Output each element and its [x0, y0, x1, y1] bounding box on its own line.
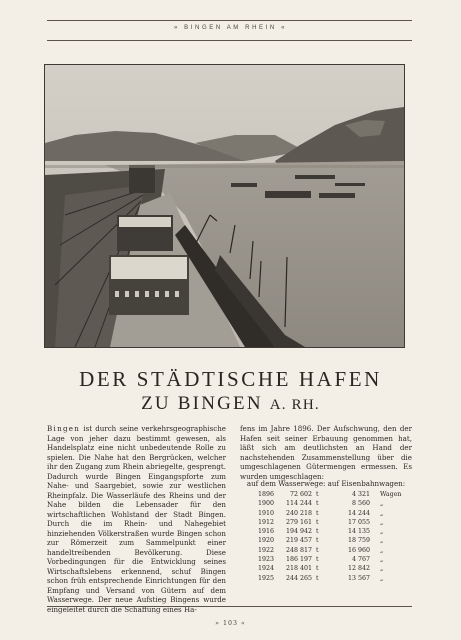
harbor-photograph: [44, 64, 405, 348]
row-rail-wagons: 16 960: [347, 546, 370, 554]
row-rail-wagons: 4 321: [351, 491, 370, 498]
row-year: 1922: [258, 546, 275, 554]
row-year: 1916: [258, 528, 275, 536]
row-year: 1925: [258, 574, 275, 582]
table-row: [240, 500, 412, 509]
row-rail-unit: „: [380, 546, 384, 554]
title-line-2-main: ZU BINGEN: [141, 393, 263, 414]
row-water-unit: t: [316, 546, 319, 554]
table-row: [240, 537, 412, 546]
table-row: [240, 510, 412, 519]
row-rail-wagons: 8 560: [351, 500, 370, 508]
title-line-2-suffix: A. RH.: [269, 397, 320, 413]
row-water-unit: t: [316, 528, 319, 536]
table-row: [240, 491, 412, 500]
row-rail-wagons: 4 767: [351, 556, 370, 564]
row-year: 1900: [258, 500, 275, 508]
table-row: [240, 556, 412, 565]
row-water-unit: t: [316, 509, 319, 517]
row-water-tonnage: 114 244: [285, 500, 312, 508]
row-year: 1920: [258, 537, 275, 545]
row-rail-wagons: 18 759: [347, 537, 370, 545]
footer-rule: [47, 606, 412, 607]
row-rail-unit: „: [380, 528, 384, 536]
row-rail-unit: Wagen: [380, 491, 402, 498]
table-row: [240, 547, 412, 556]
row-rail-wagons: 14 135: [347, 528, 370, 536]
table-row: [240, 528, 412, 537]
table-row: [240, 519, 412, 528]
row-water-tonnage: 218 401: [285, 565, 312, 573]
row-year: 1896: [258, 491, 275, 498]
row-rail-unit: „: [380, 565, 384, 573]
right-paragraph: fens im Jahre 1896. Der Aufschwung, den der Hafen seit seiner Erbauung genommen hat, läßt sich am deutlichsten an Hand der nachstehenden Zusammenstellung über die umgeschlagenen Gütermengen ermessen. Es wurden umgeschlagen:: [240, 424, 412, 481]
header-rule-bottom: [47, 40, 412, 41]
harbor-photo-illustration: [45, 65, 404, 347]
row-water-tonnage: 240 218: [285, 509, 312, 517]
row-year: 1912: [258, 518, 275, 526]
row-rail-unit: „: [380, 574, 384, 582]
header-rule-top: [47, 20, 412, 21]
row-water-unit: t: [316, 500, 319, 508]
row-water-tonnage: 194 942: [285, 528, 312, 536]
row-water-tonnage: 244 265: [285, 574, 312, 582]
row-water-unit: t: [316, 491, 319, 498]
row-water-tonnage: 72 602: [289, 491, 312, 498]
article-title-line-2: [0, 393, 461, 415]
row-water-unit: t: [316, 565, 319, 573]
article-title-line-1: DER STÄDTISCHE HAFEN: [79, 367, 382, 391]
row-water-unit: t: [316, 556, 319, 564]
row-rail-unit: „: [380, 556, 384, 564]
row-water-tonnage: 186 197: [285, 556, 312, 564]
row-rail-wagons: 17 055: [347, 518, 370, 526]
body-column-right: [240, 424, 412, 481]
row-rail-wagons: 14 244: [347, 509, 370, 517]
turnover-table: [240, 479, 412, 584]
row-rail-unit: „: [380, 509, 384, 517]
table-row: [240, 575, 412, 584]
row-year: 1910: [258, 509, 275, 517]
row-water-tonnage: 279 161: [285, 518, 312, 526]
body-column-left: [47, 424, 226, 614]
row-water-tonnage: 219 457: [285, 537, 312, 545]
row-water-unit: t: [316, 518, 319, 526]
table-row: [240, 565, 412, 574]
row-year: 1923: [258, 556, 275, 564]
row-rail-wagons: 12 842: [347, 565, 370, 573]
row-water-unit: t: [316, 537, 319, 545]
table-header: auf dem Wasserwege: auf Eisenbahnwagen:: [246, 479, 406, 488]
row-rail-wagons: 13 567: [347, 574, 370, 582]
page-number: » 103 «: [215, 620, 246, 627]
lead-word: Bingen: [47, 424, 81, 433]
row-water-tonnage: 248 817: [285, 546, 312, 554]
row-rail-unit: „: [380, 518, 384, 526]
left-paragraph: ist durch seine verkehrsgeographische Lage von jeher dazu bestimmt gewesen, als Handelsplatz eine nicht unbedeutende Rolle zu spielen. Die Nahe hat den Bergrücken, welcher ihr den Zugang zum Rhein abriegelte, gesprengt. Dadurch wurde Bingen Eingangspforte zum Nahe- und Saargebiet, sowie zur westlichen Rheinpfalz. Die Wasserläufe des Rheins und der Nahe bilden die Lebensader für den wirtschaftlichen Wohlstand der Stadt Bingen. Durch die im Rhein- und Nahegebiet hinziehenden Völkerstraßen wurde Bingen schon zur Römerzeit zum Sammelpunkt einer handeltreibenden Bevölkerung. Diese Vorbedingungen für die Entwicklung seines Wirtschaftslebens erkennend, schuf Bingen schon früh entsprechende Einrichtungen für den Empfang und Versand von Gütern auf dem Wasserwege. Der neue Aufstieg Bingens wurde eingeleitet durch die Schaffung eines Ha-: [47, 424, 226, 614]
row-water-unit: t: [316, 574, 319, 582]
row-year: 1924: [258, 565, 275, 573]
table-body: [240, 491, 412, 584]
running-header: » BINGEN AM RHEIN «: [173, 25, 288, 31]
row-rail-unit: „: [380, 500, 384, 508]
row-rail-unit: „: [380, 537, 384, 545]
